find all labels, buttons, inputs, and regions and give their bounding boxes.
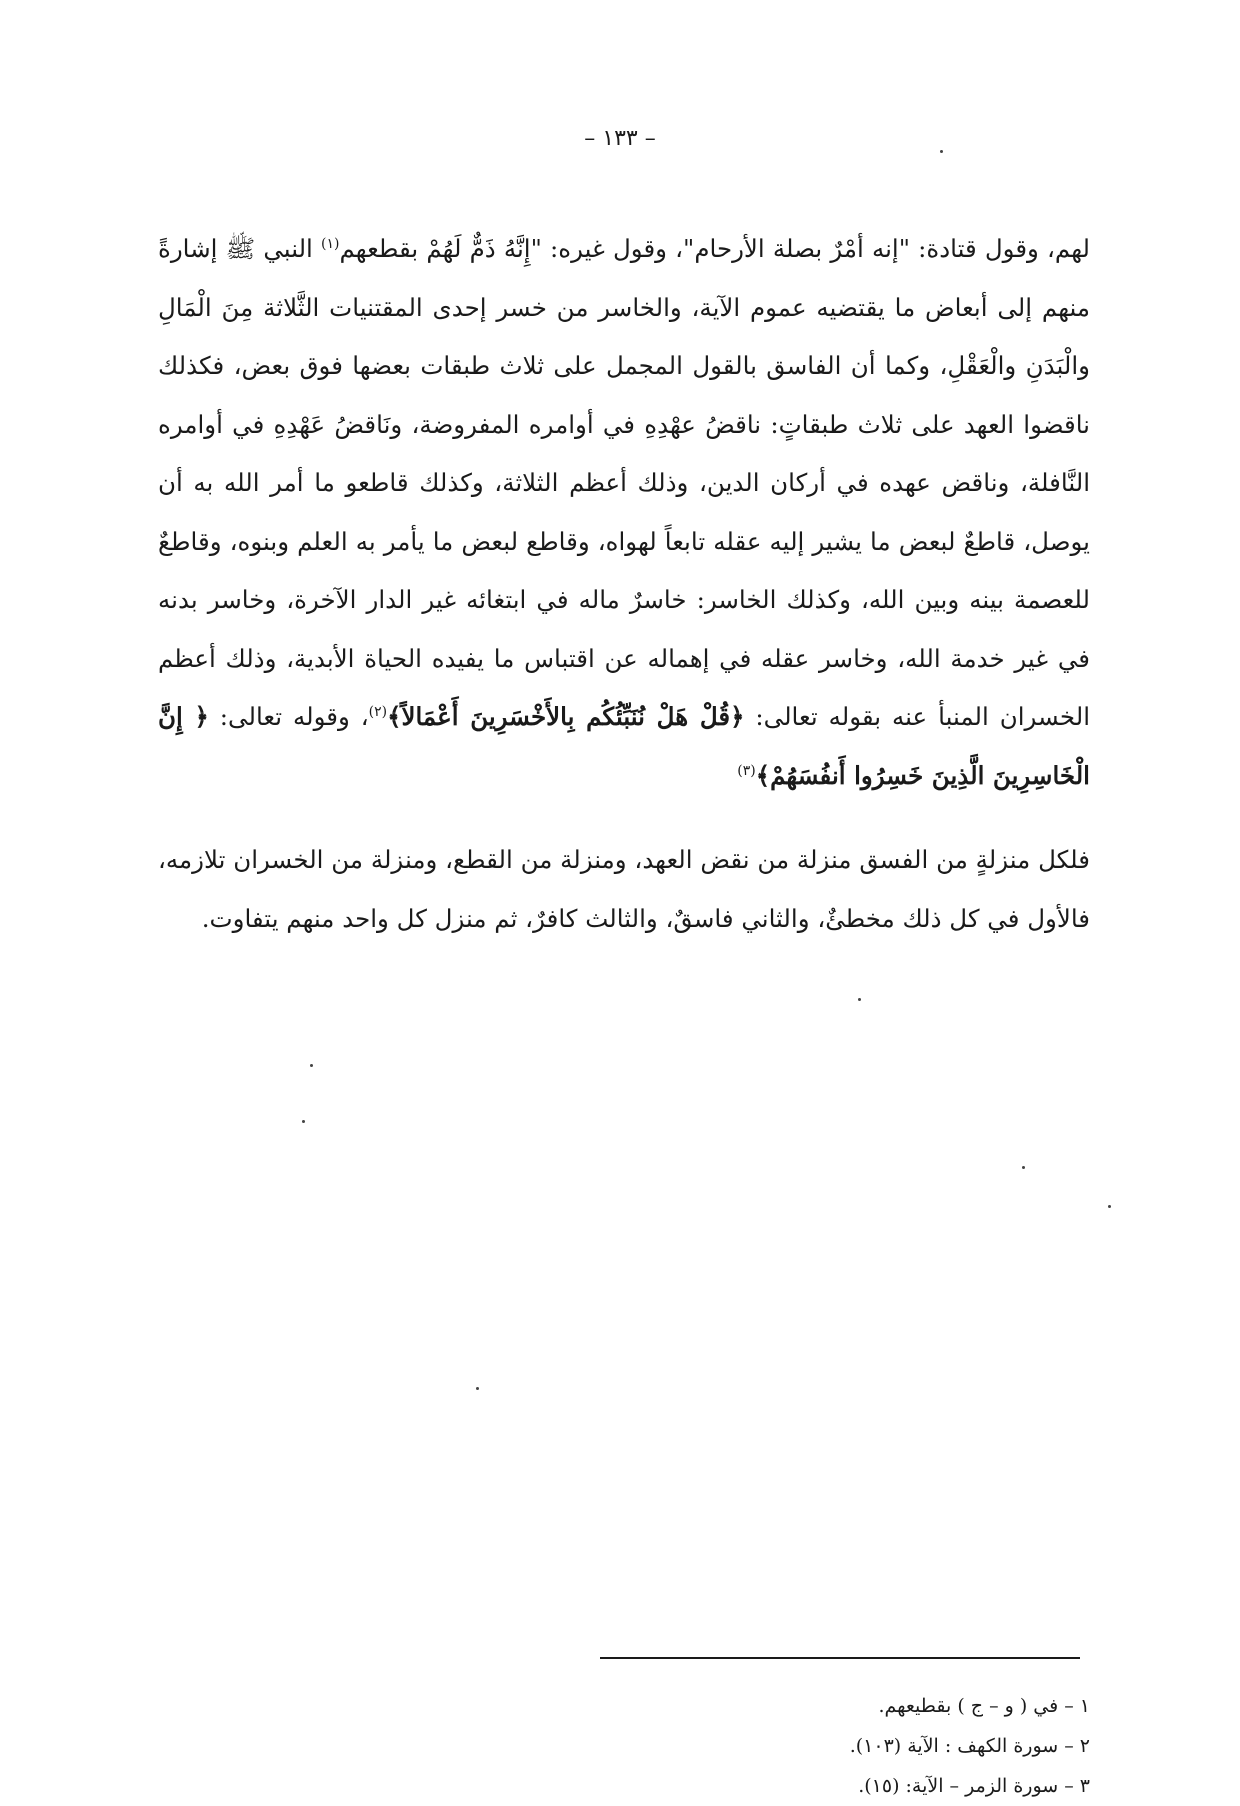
- quran-verse: ﴿ إِنَّ الْخَاسِرِينَ الَّذِينَ خَسِرُوا أَنفُسَهُمْ﴾: [158, 702, 1090, 790]
- body-text: [158, 220, 1090, 948]
- text-run: لهم، وقول قتادة: "إنه أمْرٌ بصلة الأرحام"، وقول غيره: "إِنَّهُ ذَمٌّ لَهُمْ بقطعهم: [339, 234, 1090, 263]
- text-run: فلكل منزلةٍ من الفسق منزلة من نقض العهد، ومنزلة من القطع، ومنزلة من الخسران تلازمه، فالأول في كل ذلك مخطئٌ، والثاني فاسقٌ، والثالث كافرٌ، ثم منزل كل واحد منهم يتفاوت.: [158, 845, 1090, 933]
- paragraph: [158, 831, 1090, 948]
- footnote-ref: (٢): [368, 703, 388, 720]
- paragraph: [158, 220, 1090, 805]
- page-number: – ١٣٣ –: [584, 126, 656, 151]
- footnote-item: ٣ – سورة الزمر – الآية: (١٥).: [858, 1775, 1090, 1797]
- quran-verse: ﴿قُلْ هَلْ نُنَبِّئُكُم بِالأَخْسَرِينَ أَعْمَالاً﴾: [387, 702, 745, 731]
- scan-speck: [310, 1064, 313, 1067]
- scan-speck: [1022, 1166, 1025, 1169]
- scan-speck: [476, 1387, 479, 1390]
- footnote-item: ٢ – سورة الكهف : الآية (١٠٣).: [849, 1735, 1090, 1757]
- text-run: ، وقوله تعالى:: [208, 702, 369, 731]
- footnote-item: ١ – في ( و – ج ) بقطيعهم.: [878, 1695, 1090, 1717]
- text-run: النبي ﷺ إشارةً منهم إلى أبعاض ما يقتضيه عموم الآية، والخاسر من خسر إحدى المقتنيات الثَّلاثة مِنَ الْمَالِ والْبَدَنِ والْعَقْلِ، وكما أن الفاسق بالقول المجمل على ثلاث طبقات بعضها فوق بعض، فكذلك ناقضوا العهد على ثلاث طبقاتٍ: ناقضُ عهْدِهِ في أوامره المفروضة، ونَاقضُ عَهْدِهِ في أوامره النَّافلة، وناقض عهده في أركان الدين، وذلك أعظم الثلاثة، وكذلك قاطعو ما أمر الله به أن يوصل، قاطعٌ لبعض ما يشير إليه عقله تابعاً لهواه، وقاطع لبعض ما يأمر به العلم وبنوه، وقاطعٌ للعصمة بينه وبين الله، وكذلك الخاسر: خاسرٌ ماله في ابتغائه غير الدار الآخرة، وخاسر بدنه في غير خدمة الله، وخاسر عقله في إهماله عن اقتباس ما يفيده الحياة الأبدية، وذلك أعظم الخسران المنبأ عنه بقوله تعالى:: [158, 234, 1090, 731]
- footnote-divider: [600, 1657, 1080, 1659]
- footnote-ref: (١): [321, 235, 340, 252]
- scan-speck: [940, 150, 943, 153]
- scan-speck: [1108, 1205, 1111, 1208]
- footnote-ref: (٣): [737, 762, 756, 779]
- footnotes: [490, 1686, 1090, 1806]
- scan-speck: [858, 998, 861, 1001]
- scan-speck: [302, 1120, 305, 1123]
